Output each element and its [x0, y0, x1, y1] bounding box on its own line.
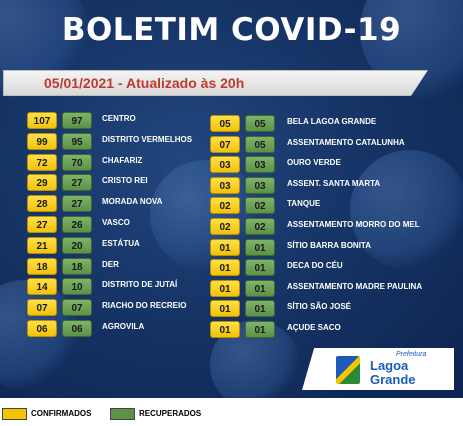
neighborhood-row [210, 300, 447, 317]
neighborhood-name: AGROVILA [102, 322, 145, 331]
confirmed-count-badge: 14 [27, 278, 57, 295]
legend-recovered-swatch [110, 408, 135, 420]
neighborhood-row [210, 197, 447, 214]
recovered-count-badge: 26 [62, 216, 92, 233]
legend-recovered-label: RECUPERADOS [139, 409, 202, 418]
confirmed-count-badge: 01 [210, 280, 240, 297]
recovered-count-badge: 01 [245, 300, 275, 317]
page-title: BOLETIM COVID-19 [61, 12, 402, 48]
neighborhood-row [210, 177, 447, 194]
recovered-count-badge: 01 [245, 280, 275, 297]
neighborhood-row [210, 259, 447, 276]
neighborhood-row [210, 280, 447, 297]
recovered-count-badge: 01 [245, 259, 275, 276]
recovered-count-badge: 27 [62, 195, 92, 212]
confirmed-count-badge: 07 [210, 136, 240, 153]
confirmed-count-badge: 99 [27, 133, 57, 150]
confirmed-count-badge: 01 [210, 321, 240, 338]
neighborhood-name: DISTRITO VERMELHOS [102, 134, 193, 144]
confirmed-count-badge: 72 [27, 154, 57, 171]
neighborhood-row [210, 321, 447, 338]
neighborhood-name: TANQUE [287, 199, 321, 209]
confirmed-count-badge: 107 [27, 112, 57, 129]
confirmed-count-badge: 01 [210, 239, 240, 256]
neighborhood-name: CHAFARIZ [102, 155, 143, 165]
neighborhood-name: RIACHO DO RECREIO [102, 301, 187, 311]
neighborhood-row [210, 239, 447, 256]
neighborhood-name: SÍTIO BARRA BONITA [287, 240, 371, 250]
neighborhood-name: DER [102, 259, 119, 269]
neighborhood-name: OURO VERDE [287, 158, 341, 168]
recovered-count-badge: 02 [245, 197, 275, 214]
neighborhood-name: ASSENT. SANTA MARTA [287, 178, 381, 188]
recovered-count-badge: 03 [245, 156, 275, 173]
update-date: 05/01/2021 - Atualizado às 20h [44, 75, 245, 91]
recovered-count-badge: 18 [62, 258, 92, 275]
neighborhood-row [210, 156, 447, 173]
confirmed-count-badge: 03 [210, 156, 240, 173]
neighborhood-name: VASCO [102, 218, 130, 227]
confirmed-count-badge: 07 [27, 299, 57, 316]
confirmed-count-badge: 29 [27, 174, 57, 191]
recovered-count-badge: 07 [62, 299, 92, 316]
neighborhood-name: ASSENTAMENTO MADRE PAULINA [287, 281, 423, 291]
neighborhood-name: MORADA NOVA [102, 197, 163, 207]
legend-confirmed-label: CONFIRMADOS [31, 409, 92, 418]
logo-city-name-line2: Grande [370, 372, 416, 387]
neighborhood-name: ASSENTAMENTO MORRO DO MEL [287, 220, 420, 229]
recovered-count-badge: 10 [62, 278, 92, 295]
neighborhood-name: ESTÁTUA [102, 238, 140, 248]
recovered-count-badge: 95 [62, 133, 92, 150]
city-flag-icon [336, 356, 360, 384]
neighborhood-name: BELA LAGOA GRANDE [287, 117, 377, 126]
logo-prefeitura-text: Prefeitura [396, 351, 427, 358]
confirmed-count-badge: 03 [210, 177, 240, 194]
confirmed-count-badge: 02 [210, 218, 240, 235]
recovered-count-badge: 20 [62, 237, 92, 254]
neighborhood-name: DECA DO CÉU [287, 261, 343, 271]
neighborhood-name: ASSENTAMENTO CATALUNHA [287, 137, 405, 147]
confirmed-count-badge: 01 [210, 259, 240, 276]
recovered-count-badge: 01 [245, 321, 275, 338]
legend-confirmed-swatch [2, 408, 27, 420]
confirmed-count-badge: 21 [27, 237, 57, 254]
recovered-count-badge: 05 [245, 136, 275, 153]
confirmed-count-badge: 06 [27, 320, 57, 337]
neighborhood-row [210, 218, 447, 235]
neighborhood-name: DISTRITO DE JUTAÍ [102, 280, 178, 290]
neighborhood-name: AÇUDE SACO [287, 323, 341, 332]
neighborhood-name: CENTRO [102, 114, 136, 123]
neighborhood-name: CRISTO REI [102, 176, 148, 186]
neighborhood-name: SÍTIO SÃO JOSÉ [287, 302, 352, 312]
confirmed-count-badge: 01 [210, 300, 240, 317]
recovered-count-badge: 02 [245, 218, 275, 235]
recovered-count-badge: 97 [62, 112, 92, 129]
recovered-count-badge: 03 [245, 177, 275, 194]
confirmed-count-badge: 27 [27, 216, 57, 233]
recovered-count-badge: 06 [62, 320, 92, 337]
logo-city-name-line1: Lagoa [370, 358, 409, 373]
confirmed-count-badge: 18 [27, 258, 57, 275]
neighborhood-row [210, 136, 447, 153]
confirmed-count-badge: 28 [27, 195, 57, 212]
confirmed-count-badge: 05 [210, 115, 240, 132]
recovered-count-badge: 01 [245, 239, 275, 256]
confirmed-count-badge: 02 [210, 197, 240, 214]
recovered-count-badge: 27 [62, 174, 92, 191]
recovered-count-badge: 05 [245, 115, 275, 132]
neighborhood-row [210, 115, 447, 132]
recovered-count-badge: 70 [62, 154, 92, 171]
